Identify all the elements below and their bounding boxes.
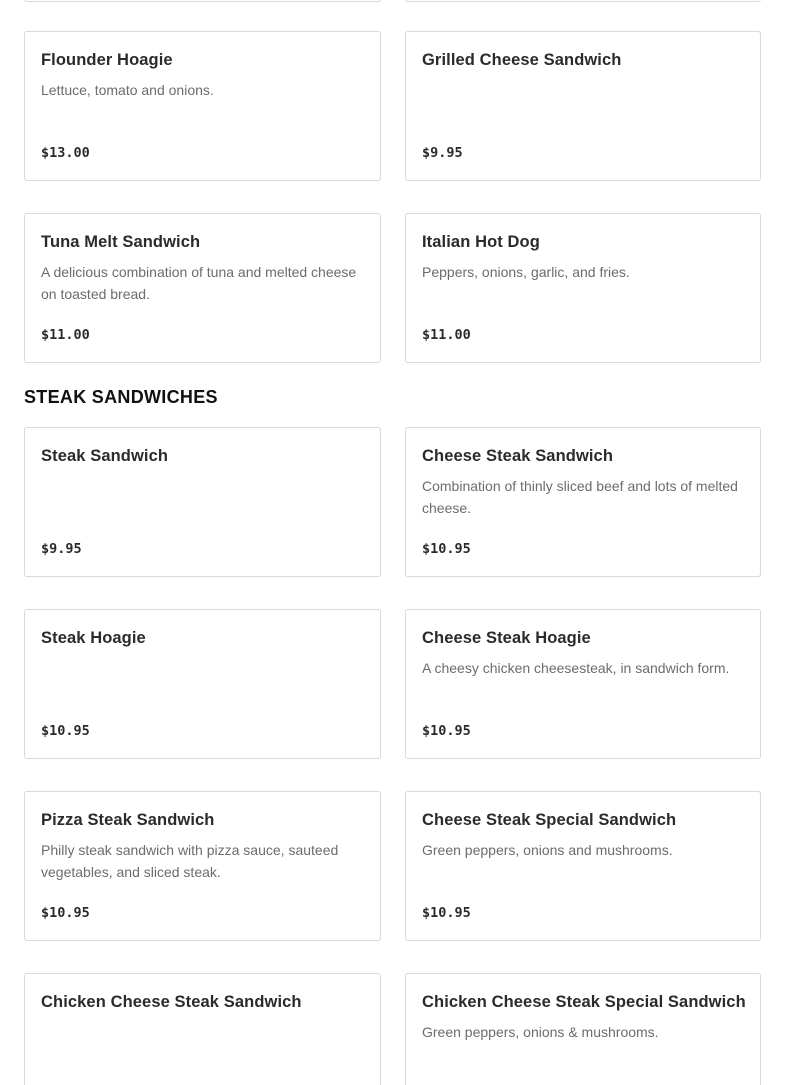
menu-item-name: Cheese Steak Sandwich xyxy=(422,447,614,465)
menu-item-name: Chicken Cheese Steak Sandwich xyxy=(41,993,302,1011)
menu-item-card-partial[interactable] xyxy=(405,0,761,2)
menu-item-description: Peppers, onions, garlic, and fries. xyxy=(422,264,630,280)
menu-item-card-partial[interactable] xyxy=(24,0,381,2)
menu-item-card[interactable] xyxy=(405,427,761,577)
menu-item-description: A delicious combination of tuna and melted cheese on toasted bread. xyxy=(41,264,357,302)
menu-item-name: Flounder Hoagie xyxy=(41,51,173,69)
menu-item-price: $10.95 xyxy=(422,541,471,557)
menu-item-card[interactable] xyxy=(24,609,381,759)
menu-item-name: Steak Hoagie xyxy=(41,629,146,647)
menu-item-card[interactable] xyxy=(24,427,381,577)
menu-item-name: Cheese Steak Special Sandwich xyxy=(422,811,677,829)
menu-item-name: Tuna Melt Sandwich xyxy=(41,233,201,251)
menu-item-name: Grilled Cheese Sandwich xyxy=(422,51,622,69)
menu-item-name: Pizza Steak Sandwich xyxy=(41,811,215,829)
menu-item-card[interactable] xyxy=(24,973,381,1085)
menu-item-description: Green peppers, onions and mushrooms. xyxy=(422,842,673,858)
menu-item-price: $10.95 xyxy=(41,723,90,739)
menu-item-card[interactable] xyxy=(24,791,381,941)
menu-item-description: Green peppers, onions & mushrooms. xyxy=(422,1024,659,1040)
menu-item-name: Steak Sandwich xyxy=(41,447,169,465)
menu-item-price: $11.00 xyxy=(422,327,471,343)
menu-item-name: Chicken Cheese Steak Special Sandwich xyxy=(422,993,746,1011)
menu-item-card[interactable] xyxy=(24,31,381,181)
menu-item-price: $11.00 xyxy=(41,327,90,343)
menu-item-name: Italian Hot Dog xyxy=(422,233,540,251)
menu-item-price: $9.95 xyxy=(41,541,82,557)
menu-item-price: $9.95 xyxy=(422,145,463,161)
menu-item-price: $10.95 xyxy=(422,905,471,921)
menu-item-card[interactable] xyxy=(405,973,761,1085)
menu-item-price: $10.95 xyxy=(41,905,90,921)
menu-item-card[interactable] xyxy=(405,609,761,759)
menu-item-card[interactable] xyxy=(405,213,761,363)
menu-item-name: Cheese Steak Hoagie xyxy=(422,629,591,647)
menu-item-description: Combination of thinly sliced beef and lots of melted cheese. xyxy=(422,478,738,516)
menu-item-card[interactable] xyxy=(405,31,761,181)
menu-item-price: $13.00 xyxy=(41,145,90,161)
menu-item-description: Philly steak sandwich with pizza sauce, sauteed vegetables, and sliced steak. xyxy=(41,842,339,880)
menu-item-card[interactable] xyxy=(405,791,761,941)
menu-item-description: Lettuce, tomato and onions. xyxy=(41,82,214,98)
menu-item-description: A cheesy chicken cheesesteak, in sandwich form. xyxy=(422,660,730,676)
menu-item-price: $10.95 xyxy=(422,723,471,739)
section-title: STEAK SANDWICHES xyxy=(24,387,218,407)
menu-item-card[interactable] xyxy=(24,213,381,363)
